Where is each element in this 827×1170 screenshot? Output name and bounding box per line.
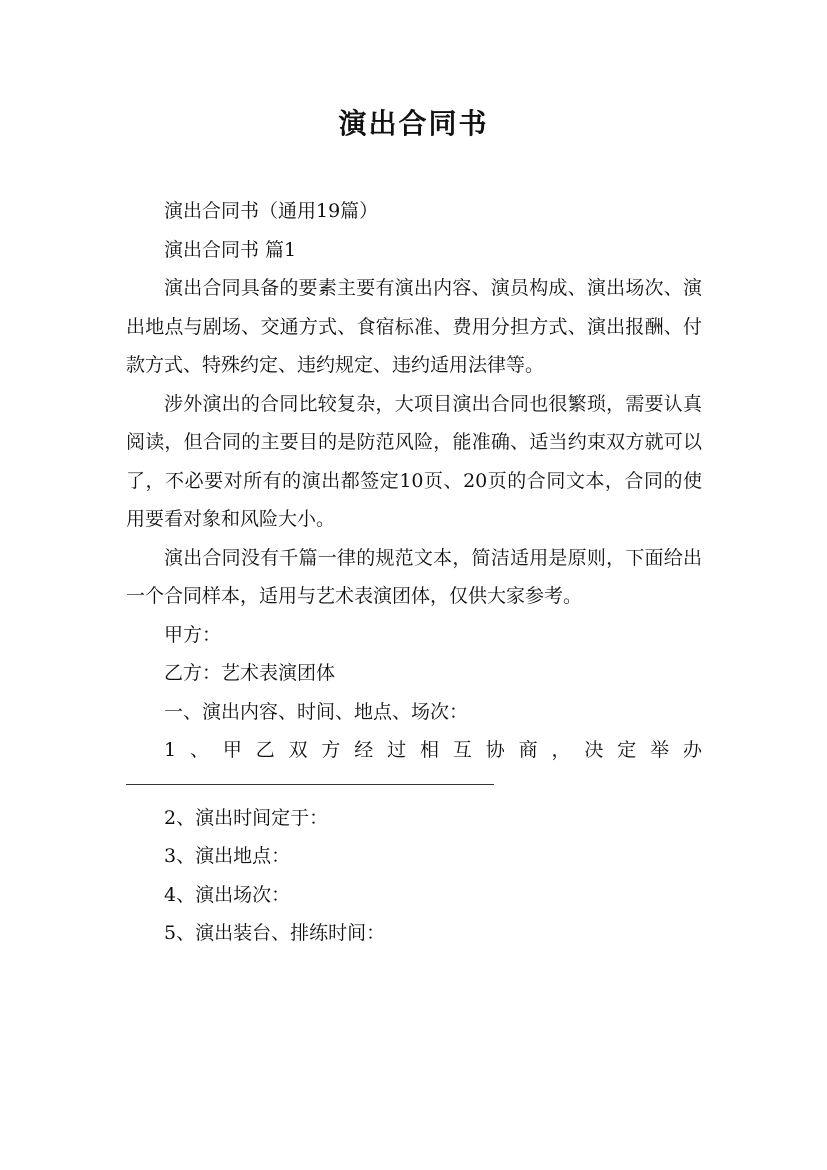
document-body (126, 192, 702, 953)
paragraph-item-1: 1、甲乙双方经过相互协商，决定举办 (164, 739, 702, 761)
paragraph-contract-elements: 演出合同具备的要素主要有演出内容、演员构成、演出场次、演出地点与剧场、交通方式、食宿标准、费用分担方式、演出报酬、付款方式、特殊约定、违约规定、违约适用法律等。 (126, 277, 702, 376)
paragraph-foreign-contracts: 涉外演出的合同比较复杂，大项目演出合同也很繁琐，需要认真阅读，但合同的主要目的是防范风险，能准确、适当约束双方就可以了，不必要对所有的演出都签定10页、20页的合同文本，合同的使用要看对象和风险大小。 (126, 392, 702, 530)
paragraph-item-4: 4、演出场次： (164, 883, 291, 906)
paragraph-item-2: 2、演出时间定于： (164, 806, 329, 829)
paragraph-party-a: 甲方： (164, 623, 222, 646)
paragraph-sample-intro: 演出合同没有千篇一律的规范文本，简洁适用是原则，下面给出一个合同样本，适用与艺术表演团体，仅供大家参考。 (126, 546, 702, 607)
paragraph-subtitle: 演出合同书（通用19篇） (164, 200, 379, 222)
fill-in-blank-line (126, 784, 494, 785)
paragraph-item-3: 3、演出地点： (164, 845, 291, 867)
paragraph-section-one: 一、演出内容、时间、地点、场次： (164, 700, 469, 723)
paragraph-item-5: 5、演出装台、排练时间： (164, 922, 386, 944)
document-title: 演出合同书 (338, 107, 489, 140)
paragraph-party-b: 乙方：艺术表演团体 (164, 662, 336, 684)
paragraph-chapter-heading: 演出合同书 篇1 (164, 238, 297, 261)
